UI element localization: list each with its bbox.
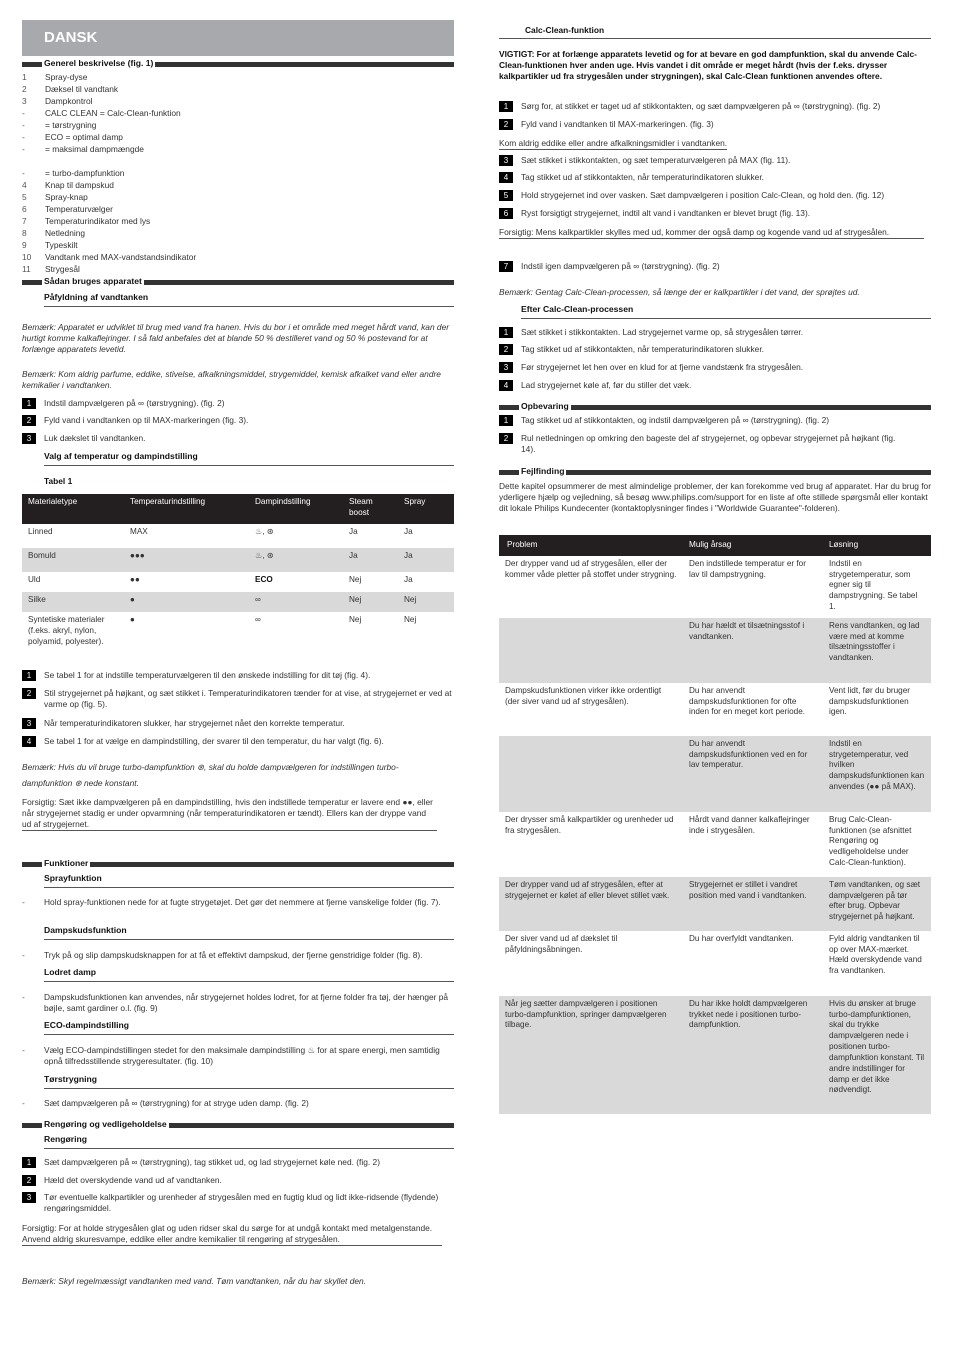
- cell: ●●: [130, 575, 140, 584]
- parts-list-item: [22, 132, 454, 144]
- temp-step-2: 2 Stil strygejernet på højkant, og sæt stikket i. Temperaturindikatoren tænder for at vise, at strygejernet er ved at varme op (fig. 5).: [22, 688, 454, 710]
- cell: Nej: [343, 592, 398, 612]
- language-header: DANSK: [22, 20, 454, 56]
- cell: Du har anvendt dampskudsfunktionen for ofte inden for en meget kort periode.: [689, 685, 806, 717]
- fill-step-2: 2 Fyld vand i vandtanken op til MAX-markeringen (fig. 3).: [22, 415, 248, 426]
- shot-text: Tryk på og slip dampskudsknappen for at få et effektivt dampskud, der fjerne genstridige folder (fig. 8).: [44, 950, 423, 960]
- cell: Nej: [349, 575, 362, 584]
- item-number: 7: [22, 216, 27, 226]
- cell: Den indstillede temperatur er for lav til dampstrygning.: [689, 558, 806, 579]
- cell: Ja: [343, 548, 398, 572]
- item-label: ECO = optimal damp: [45, 132, 123, 142]
- cell: Tøm vandtanken, og sæt dampvælgeren på tør efter brug. Opbevar strygejernet på højkant.: [823, 877, 931, 931]
- warning-soleplate: Forsigtig: For at holde strygesålen glat og uden ridser skal du sørge for at undgå kontakt med metalgenstande. Anvend aldrig skuresvampe, eddike eller andre kemikalier til rengøring af strygesålen.: [22, 1223, 442, 1246]
- cell: Linned: [28, 527, 53, 536]
- parts-list-item: [22, 240, 454, 252]
- item-label: Netledning: [45, 228, 86, 238]
- item-number: -: [22, 120, 25, 130]
- cell: Hvis du ønsker at bruge turbo-dampfunktionen, skal du trykke dampvælgeren nede i positionen turbo-dampfunktion konstant. Til andre indstillinger for damp er det ikke nødvendigt.: [823, 996, 931, 1114]
- item-number: -: [22, 144, 25, 154]
- dash: -: [22, 992, 25, 1002]
- cell: Nej: [349, 615, 362, 624]
- item-label: Temperaturindikator med lys: [45, 216, 151, 226]
- subheading-temperature: Valg af temperatur og dampindstilling: [44, 451, 454, 466]
- cell: ●: [130, 615, 135, 624]
- after-step-4: 4 Lad strygejernet køle af, før du stiller det væk.: [499, 380, 931, 391]
- item-label: Spray-knap: [45, 192, 88, 202]
- cell: Der drypper vand ud af strygesålen, efter at strygejernet er kølet af eller blevet stillet væk.: [499, 877, 683, 931]
- parts-list-item: [22, 96, 454, 108]
- parts-list-item: [22, 252, 454, 264]
- clean-step-1: 1 Sæt dampvælgeren på ∞ (tørstrygning), tag stikket ud, og lad strygejernet køle ned. (fig. 2): [22, 1157, 454, 1168]
- item-label: = maksimal dampmængde: [45, 144, 144, 154]
- item-number: 5: [22, 192, 27, 202]
- parts-list: [22, 72, 454, 276]
- calc-warning: Forsigtig: Mens kalkpartikler skylles med ud, kommer der også damp og kogende vand ud af strygesålen.: [499, 227, 924, 239]
- note-no-chemicals: Bemærk: Kom aldrig parfume, eddike, stivelse, afkalkningsmiddel, strygemiddel, kemisk afkalket vand eller andre kemikalier i vandtanken.: [22, 369, 441, 391]
- parts-list-item: [22, 120, 454, 132]
- col-problem: Problem: [499, 535, 683, 556]
- parts-list-item: [22, 192, 454, 204]
- cell: Dampskudsfunktionen virker ikke ordentligt (der siver vand ud af strygesålen).: [505, 685, 662, 706]
- item-number: 4: [22, 180, 27, 190]
- vertical-text: Dampskudsfunktionen kan anvendes, når strygejernet holdes lodret, for at fjerne folder fra tøj, der hænger på bøjle, samt gardiner o.l. (fig. 9): [44, 992, 449, 1014]
- item-number: -: [22, 168, 25, 178]
- cell: Nej: [404, 615, 417, 624]
- note-turbo: Bemærk: Hvis du vil bruge turbo-dampfunktion ⊛, skal du holde dampvælgeren for indstillingen turbo-dampfunktion ⊛ nede konstant.: [22, 762, 399, 788]
- cell: Uld: [28, 575, 41, 584]
- settings-table: [22, 494, 454, 660]
- cell: ●: [124, 592, 249, 612]
- parts-list-item: [22, 204, 454, 216]
- item-number: 1: [22, 72, 27, 82]
- cell: ♨, ⊛: [255, 527, 274, 536]
- item-label: Spray-dyse: [45, 72, 88, 82]
- calc-step-6: 6 Ryst forsigtigt strygejernet, indtil alt vand i vandtanken er blevet brugt (fig. 13).: [499, 208, 931, 219]
- item-number: 9: [22, 240, 27, 250]
- cell: Du har ikke holdt dampvælgeren trykket nede i positionen turbo-dampfunktion.: [683, 996, 823, 1114]
- item-number: 11: [22, 264, 31, 274]
- col-spray: Spray: [398, 494, 454, 524]
- clean-step-3: 3 Tør eventuelle kalkpartikler og urenheder af strygesålen med en fugtig klud og lidt ikke-ridsende (flydende) rengøringsmiddel.: [22, 1192, 454, 1214]
- col-steam: Dampindstilling: [249, 494, 343, 524]
- calc-step-5: 5 Hold strygejernet ind over vasken. Sæt dampvælgeren i position Calc-Clean, og hold den. (fig. 12): [499, 190, 931, 201]
- col-solution: Løsning: [823, 535, 931, 556]
- parts-list-item: [22, 108, 454, 120]
- dash: -: [22, 950, 25, 960]
- cell: [499, 736, 683, 812]
- item-label: Knap til dampskud: [45, 180, 114, 190]
- cell: Rens vandtanken, og lad være med at komme tilsætningsstoffer i vandtanken.: [823, 618, 931, 683]
- eco-text: Vælg ECO-dampindstillingen stedet for den maksimale dampindstilling ♨ for at spare energi, men samtidig opnå tilfredsstillende strygeresultater. (fig. 10): [44, 1045, 440, 1067]
- cell: Strygejernet er stillet i vandret position med vand i vandtanken.: [683, 877, 823, 931]
- cell: ∞: [249, 592, 343, 612]
- troubleshooting-table: [499, 535, 931, 1114]
- cell: Der siver vand ud af dækslet til påfyldningsåbningen.: [505, 933, 618, 954]
- section-storage: Opbevaring: [499, 401, 931, 413]
- parts-list-item: [22, 168, 454, 180]
- cell: [499, 618, 683, 683]
- calc-step-3: 3 Sæt stikket i stikkontakten, og sæt temperaturvælgeren på MAX (fig. 11).: [499, 155, 931, 166]
- item-number: -: [22, 132, 25, 142]
- cell: MAX: [130, 527, 148, 536]
- store-step-2: 2 Rul netledningen op omkring den bageste del af strygejernet, og opbevar strygejernet på højkant (fig. 14).: [499, 433, 931, 455]
- item-label: Dampkontrol: [45, 96, 93, 106]
- cell: Bomuld: [22, 548, 124, 572]
- cell: ECO: [255, 575, 273, 584]
- after-step-1: 1 Sæt stikket i stikkontakten. Lad strygejernet varme op, så strygesålen tørrer.: [499, 327, 931, 338]
- cell: Indstil en strygetemperatur, som egner sig til dampstrygning. Se tabel 1.: [829, 558, 918, 612]
- cell: Du har overfyldt vandtanken.: [689, 933, 794, 943]
- parts-list-item: [22, 84, 454, 96]
- section-general-description: Generel beskrivelse (fig. 1): [22, 58, 454, 70]
- cell: Du har hældt et tilsætningsstof i vandtanken.: [683, 618, 823, 683]
- parts-list-item: [22, 216, 454, 228]
- cell: Når jeg sætter dampvælgeren i positionen turbo-dampfunktion, springer dampvælgeren tilbage.: [499, 996, 683, 1114]
- calc-step-7: 7 Indstil igen dampvælgeren på ∞ (tørstrygning). (fig. 2): [499, 261, 931, 272]
- subheading-shot: Dampskudsfunktion: [44, 925, 454, 940]
- calc-repeat-note: Bemærk: Gentag Calc-Clean-processen, så længe der er kalkpartikler i det vand, der sprøjtes ud.: [499, 287, 860, 297]
- subheading-cleaning: Rengøring: [44, 1134, 454, 1149]
- item-label: Vandtank med MAX-vandstandsindikator: [45, 252, 197, 262]
- dry-text: Sæt dampvælgeren på ∞ (tørstrygning) for at stryge uden damp. (fig. 2): [44, 1098, 309, 1108]
- parts-list-item: [22, 156, 454, 168]
- table-caption: Tabel 1: [44, 476, 73, 486]
- dash: -: [22, 897, 25, 907]
- cell: ∞: [255, 615, 261, 624]
- temp-step-3: 3 Når temperaturindikatoren slukker, har strygejernet nået den korrekte temperatur.: [22, 718, 454, 729]
- section-functions: Funktioner: [22, 858, 454, 870]
- cell: Fyld aldrig vandtanken til op over MAX-mærket. Hæld overskydende vand fra vandtanken.: [829, 933, 922, 976]
- cell: Ja: [349, 527, 358, 536]
- item-label: = tørstrygning: [45, 120, 97, 130]
- cell: Ja: [404, 527, 413, 536]
- col-boost: Steam boost: [343, 494, 398, 524]
- after-step-3: 3 Før strygejernet let hen over en klud for at fjerne vandstænk fra strygesålen.: [499, 362, 931, 373]
- cell: ●●●: [124, 548, 249, 572]
- cell: Ja: [398, 548, 454, 572]
- item-number: 8: [22, 228, 27, 238]
- cell: ♨, ⊛: [249, 548, 343, 572]
- cell: Indstil en strygetemperatur, ved hvilken dampskudsfunktionen kan anvendes (●● på MAX).: [823, 736, 931, 812]
- col-temperature: Temperaturindstilling: [124, 494, 249, 524]
- subheading-vertical: Lodret damp: [44, 967, 454, 982]
- cell: Brug Calc-Clean-funktionen (se afsnittet Rengøring og vedligeholdelse under Calc-Clean-funktion).: [829, 814, 912, 868]
- divider: [499, 38, 931, 39]
- calc-step-4: 4 Tag stikket ud af stikkontakten, når temperaturindikatoren slukker.: [499, 172, 931, 183]
- subheading-after-calc: Efter Calc-Clean-processen: [521, 304, 931, 319]
- cell: Der drysser små kalkpartikler og urenheder ud fra strygesålen.: [505, 814, 674, 835]
- item-number: -: [22, 108, 25, 118]
- calc-clean-heading: Calc-Clean-funktion: [525, 25, 605, 35]
- calc-step-1: 1 Sørg for, at stikket er taget ud af stikkontakten, og sæt dampvælgeren på ∞ (tørstrygning). (fig. 2): [499, 101, 931, 112]
- parts-list-item: [22, 144, 454, 156]
- cell: Der drypper vand ud af strygesålen, eller der kommer våde pletter på stoffet under strygning.: [505, 558, 677, 579]
- cell: Syntetiske materialer (f.eks. akryl, nylon, polyamid, polyester).: [28, 615, 105, 646]
- parts-list-item: [22, 180, 454, 192]
- item-number: 2: [22, 84, 27, 94]
- calc-never-note: Kom aldrig eddike eller andre afkalkningsmidler i vandtanken.: [499, 138, 727, 150]
- dash: -: [22, 1098, 25, 1108]
- item-label: Typeskilt: [45, 240, 78, 250]
- section-cleaning: Rengøring og vedligeholdelse: [22, 1119, 454, 1131]
- calc-important: VIGTIGT: For at forlænge apparatets levetid og for at bevare en god dampfunktion, skal du anvende Calc-Clean-funktionen hver anden uge. Hvis vandet i dit område er meget hårdt (hvis der f.eks. drysser kalkpartikler ud fra strygesålen under strygningen), skal Calc-Clean funktionen anvendes oftere.: [499, 49, 917, 82]
- subheading-spray: Sprayfunktion: [44, 873, 454, 888]
- store-step-1: 1 Tag stikket ud af stikkontakten, og indstil dampvælgeren på ∞ (tørstrygning). (fig. 2): [499, 415, 931, 426]
- subheading-eco: ECO-dampindstilling: [44, 1020, 454, 1035]
- note-rinse: Bemærk: Skyl regelmæssigt vandtanken med vand. Tøm vandtanken, når du har skyllet den.: [22, 1276, 367, 1286]
- item-label: = turbo-dampfunktion: [45, 168, 125, 178]
- temp-step-4: 4 Se tabel 1 for at vælge en dampindstilling, der svarer til den temperatur, du har valgt (fig. 6).: [22, 736, 454, 747]
- col-material: Materialetype: [22, 494, 124, 524]
- calc-step-2: 2 Fyld vand i vandtanken til MAX-markeringen. (fig. 3): [499, 119, 931, 130]
- temp-step-1: 1 Se tabel 1 for at indstille temperaturvælgeren til den ønskede indstilling for dit tøj (fig. 4).: [22, 670, 454, 681]
- warning-temperature: Forsigtig: Sæt ikke dampvælgeren på en dampindstilling, hvis den indstillede temperatur er lavere end ●●, eller når strygejernet stadig er under opvarmning (når temperaturindikatoren er tændt). Ellers kan der dryppe vand ud af strygejernet.: [22, 797, 437, 831]
- cell: Du har anvendt dampskudsfunktionen ved en for lav temperatur.: [683, 736, 823, 812]
- after-step-2: 2 Tag stikket ud af stikkontakten, når temperaturindikatoren slukker.: [499, 344, 931, 355]
- parts-list-item: [22, 264, 454, 276]
- item-label: Dæksel til vandtank: [45, 84, 119, 94]
- section-usage: Sådan bruges apparatet: [22, 276, 454, 288]
- cell: Hårdt vand danner kalkaflejringer inde i strygesålen.: [689, 814, 810, 835]
- fill-step-3: 3 Luk dækslet til vandtanken.: [22, 433, 146, 444]
- parts-list-item: [22, 228, 454, 240]
- cell: Nej: [398, 592, 454, 612]
- troubleshooting-intro: Dette kapitel opsummerer de mest almindelige problemer, der kan forekomme ved brug af apparatet. Har du brug for yderligere hjælp og vejledning, så besøg www.philips.com/support for en liste af ofte stillede spørgsmål eller kontakt dit lokale Philips Kundecenter (kontaktoplysninger findes i "Worldwide Guarantee"-folderen).: [499, 481, 931, 514]
- item-label: Temperaturvælger: [45, 204, 113, 214]
- item-number: 6: [22, 204, 27, 214]
- item-number: 10: [22, 252, 32, 262]
- subheading-dry: Tørstrygning: [44, 1074, 454, 1089]
- cell: Silke: [22, 592, 124, 612]
- item-label: CALC CLEAN = Calc-Clean-funktion: [45, 108, 181, 118]
- note-tap-water: Bemærk: Apparatet er udviklet til brug med vand fra hanen. Hvis du bor i et område med meget hårdt vand, kan der hurtigt komme kalkaflejringer. I så fald anbefales det at blande 50 % destilleret vand og 50 % postevand for at forlænge apparatets levetid.: [22, 322, 450, 355]
- dash: -: [22, 1045, 25, 1055]
- item-label: Strygesål: [45, 264, 80, 274]
- subheading-filling: Påfyldning af vandtanken: [44, 292, 454, 307]
- fill-step-1: 1 Indstil dampvælgeren på ∞ (tørstrygning). (fig. 2): [22, 398, 225, 409]
- parts-list-item: [22, 72, 454, 84]
- col-cause: Mulig årsag: [683, 535, 823, 556]
- cell: Vent lidt, før du bruger dampskudsfunktionen igen.: [829, 685, 911, 717]
- cell: Ja: [404, 575, 413, 584]
- clean-step-2: 2 Hæld det overskydende vand ud af vandtanken.: [22, 1175, 454, 1186]
- item-number: 3: [22, 96, 27, 106]
- section-troubleshooting: Fejlfinding: [499, 466, 931, 478]
- spray-text: Hold spray-funktionen nede for at fugte strygetøjet. Det gør det nemmere at fjerne vanskelige folder (fig. 7).: [44, 897, 441, 907]
